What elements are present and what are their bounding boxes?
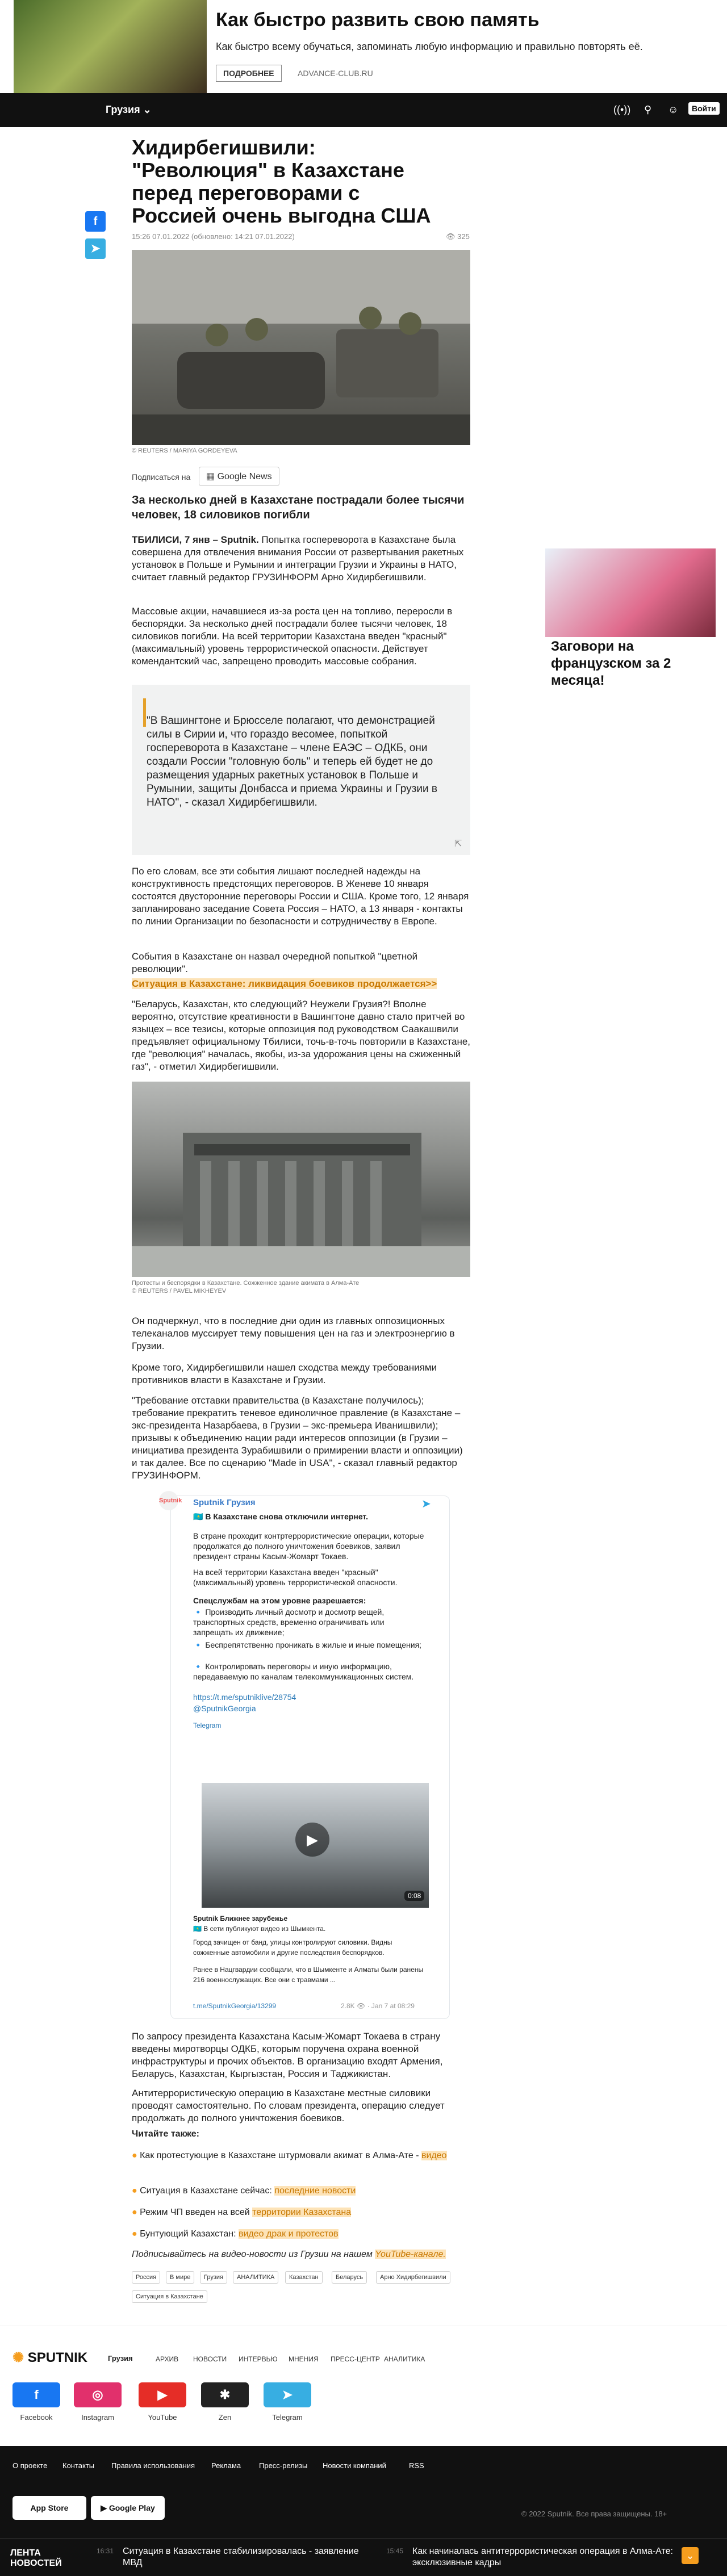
user-icon[interactable]: ☺ [668, 104, 679, 115]
ticker-expand-icon[interactable]: ⌄ [682, 2547, 699, 2564]
footer-nav-analytics[interactable]: АНАЛИТИКА [384, 2355, 425, 2363]
telegram-icon[interactable]: ➤ [421, 1498, 431, 1510]
read-also-title: Читайте также: [132, 2129, 199, 2139]
forwarded-text: Ранее в Нацгвардии сообщали, что в Шымкенте и Алматы были ранены 216 военнослужащих. Все они с травмами ... [193, 1966, 424, 1984]
instagram-icon[interactable]: ◎ [74, 2382, 122, 2407]
footer-nav-press[interactable]: ПРЕСС-ЦЕНТР [331, 2355, 380, 2363]
video-label: Telegram [193, 1721, 222, 1729]
post-text: Спецслужбам на этом уровне разрешается: [193, 1596, 366, 1605]
social-label: Telegram [272, 2413, 303, 2422]
ticker-item[interactable]: Как начиналась антитеррористическая операция в Алма-Ате: эксклюзивные кадры [412, 2546, 673, 2567]
forwarded-channel[interactable]: Sputnik Ближнее зарубежье [193, 1915, 288, 1922]
article-paragraph: "Требование отставки правительства (в Казахстане получилось); требование прекратить теневое единоличное правление (в Казахстане – экс-президента Назарбаева, в Грузии – экс-премьера Иванишвили); призывы к объединению нации ради интересов оппозиции (в Грузии – инициатива президента Зурабишвили о примирении власти и оппозиции) и так далее. Все по сценарию "Made in USA", - сказал главный редактор ГРУЗИНФОРМ. [132, 1395, 463, 1481]
forwarded-text: Город зачищен от банд, улицы контролируют силовики. Видны сожженные автомобили и другие последствия беспорядков. [193, 1938, 392, 1957]
footer-nav-news[interactable]: НОВОСТИ [193, 2355, 227, 2363]
read-also-item[interactable]: ● Ситуация в Казахстане сейчас: последние новости [132, 2186, 356, 2196]
bullet-icon: ● [132, 2151, 140, 2160]
post-permalink[interactable]: t.me/SputnikGeorgia/13299 [193, 2002, 277, 2010]
footer-nav-interview[interactable]: ИНТЕРВЬЮ [239, 2355, 278, 2363]
google-play-button[interactable]: ▶ Google Play [91, 2496, 165, 2520]
eye-icon: 👁 [446, 232, 458, 241]
copyright: © 2022 Sputnik. Все права защищены. 18+ [521, 2510, 667, 2518]
post-headline: 🇰🇿 В Казахстане снова отключили интернет. [193, 1512, 368, 1521]
tag[interactable]: Грузия [200, 2271, 227, 2284]
region-selector[interactable]: Грузия ⌄ [106, 104, 152, 115]
logo-icon: ✺ [12, 2350, 28, 2365]
article-paragraph: По его словам, все эти события лишают последней надежды на конструктивность предстоящих переговоров. В Женеве 10 января состоятся двусторонние переговоры России и США. Кроме того, 12 января запланировано заседание Совета Россия – НАТО, а 13 января - контакты по линии Организации по безопасности и сотрудничеству в Европе. [132, 866, 469, 927]
tag[interactable]: Россия [132, 2271, 160, 2284]
photo-credit: © REUTERS / MARIYA GORDEYEVA [132, 447, 237, 454]
footer-link[interactable]: Пресс-релизы [259, 2461, 308, 2470]
google-news-icon: ▦ [206, 472, 218, 481]
telegram-icon[interactable]: ➤ [264, 2382, 311, 2407]
zen-icon[interactable]: ✱ [201, 2382, 249, 2407]
ticker-time: 15:45 [386, 2547, 404, 2555]
youtube-promo: Подписывайтесь на видео-новости из Грузии на нашем YouTube-канале. [132, 2250, 446, 2259]
bullet-icon: ● [132, 2208, 140, 2217]
tag[interactable]: В мире [166, 2271, 194, 2284]
photo-caption: Протесты и беспорядки в Казахстане. Сожженное здание акимата в Алма-Ате [132, 1280, 360, 1287]
play-icon[interactable]: ▶ [295, 1823, 329, 1857]
article-lead: За несколько дней в Казахстане пострадали более тысячи человек, 18 силовиков погибли [132, 494, 465, 521]
ad-text: Как быстро всему обучаться, запоминать любую информацию и правильно повторять её. [216, 41, 643, 52]
forwarded-headline: 🇰🇿 В сети публикуют видео из Шымкента. [193, 1925, 326, 1933]
footer-link[interactable]: Правила использования [111, 2461, 195, 2470]
post-link[interactable]: https://t.me/sputniklive/28754 [193, 1693, 296, 1702]
ticker-item[interactable]: Ситуация в Казахстане стабилизировалась - заявление МВД [123, 2546, 359, 2567]
article-paragraph: Антитеррористическую операцию в Казахстане местные силовики проводят самостоятельно. По словам президента, операцию следует продолжать до полного уничтожения боевиков. [132, 2088, 445, 2123]
post-text: На всей территории Казахстана введен "красный" (максимальный) уровень террористической опасности. [193, 1568, 398, 1587]
quote-mark-icon [143, 698, 146, 727]
article-paragraph: "Беларусь, Казахстан, кто следующий? Неужели Грузия?! Вполне вероятно, отсутствие креативности в Вашингтоне давно стало притчей во языцех – все тезисы, которые оппозиция под руководством Саакашвили предъявляет официальному Тбилиси, точь-в-точь повторили в Казахстане, где "революция" началась, якобы, из-за удорожания цены на сжиженный газ", - отметил Хидирбегишвили. [132, 999, 471, 1072]
quote-text: "В Вашингтоне и Брюсселе полагают, что демонстрацией силы в Сирии и, что гораздо весомее, попыткой госпереворота в Казахстане – члене ЕАЭС – ОДКБ, они создали России "головную боль" и теперь ей будет не до размещения ударных ракетных установок в Польше и Румынии, защиты Донбасса и приема Украины и Грузии в НАТО", - сказал Хидирбегишвили. [147, 715, 437, 809]
read-also-item[interactable]: ● Режим ЧП введен на всей территории Казахстана [132, 2208, 352, 2217]
post-text: 🔹 Беспрепятственно проникать в жилые и иные помещения; [193, 1640, 422, 1649]
footer-link[interactable]: О проекте [12, 2461, 48, 2470]
post-text: 🔹 Производить личный досмотр и досмотр вещей, транспортных средств, временно ограничивать или запрещать их движение; [193, 1607, 385, 1637]
article-photo [132, 250, 470, 445]
photo-credit: © REUTERS / PAVEL MIKHEYEV [132, 1288, 227, 1295]
sputnik-logo[interactable]: ✺ SPUTNIK [12, 2350, 88, 2365]
footer-link[interactable]: Контакты [62, 2461, 95, 2470]
video-duration: 0:08 [404, 1891, 424, 1901]
article-paragraph: Массовые акции, начавшиеся из-за роста цен на топливо, переросли в беспорядки. За несколько дней пострадали более тысячи человек, 18 силовиков погибли. На всей территории Казахстана введен "красный" (максимальный) уровень террористической опасности. Действует комендантский час, запрещено проводить массовые собрания. [132, 606, 453, 667]
article-paragraph: ТБИЛИСИ, 7 янв – Sputnik. Попытка госпереворота в Казахстане была совершена для отвлечения внимания России от развертывания ракетных установок в Польше и Румынии и интеграции Грузии и Украины в НАТО, считает главный редактор ГРУЗИНФОРМ Арно Хидирбегишвили. [132, 534, 464, 583]
post-text: 🔹 Контролировать переговоры и иную информацию, передаваемую по каналам телекоммуникационных систем. [193, 1662, 414, 1681]
facebook-icon[interactable]: f [12, 2382, 60, 2407]
youtube-icon[interactable]: ▶ [139, 2382, 186, 2407]
ad-title[interactable]: Как быстро развить свою память [216, 9, 540, 31]
search-icon[interactable]: ⚲ [644, 104, 652, 115]
post-mention[interactable]: @SputnikGeorgia [193, 1704, 256, 1713]
subscribe-label: Подписаться на [132, 472, 191, 481]
tag[interactable]: Беларусь [332, 2271, 367, 2284]
news-ticker-title[interactable]: ЛЕНТА НОВОСТЕЙ [10, 2548, 62, 2568]
side-ad-text[interactable]: Заговори на французском за 2 месяца! [551, 639, 671, 688]
footer-link[interactable]: RSS [409, 2461, 424, 2470]
tag[interactable]: Арно Хидирбегишвили [376, 2271, 450, 2284]
ad-site-link[interactable]: ADVANCE-CLUB.RU [298, 69, 373, 78]
bullet-icon: ● [132, 2229, 140, 2239]
bullet-icon: ● [132, 2186, 140, 2196]
social-label: Facebook [20, 2413, 53, 2422]
facebook-share-icon[interactable]: f [85, 211, 106, 232]
photo-soldiers-illustration [132, 250, 470, 445]
article-paragraph: По запросу президента Казахстана Касым-Жомарт Токаева в страну введены миротворцы ОДКБ, которым поручена охрана военной инфраструктуры и прочих объектов. В организацию входят Армения, Беларусь, Казахстан, Кыргызстан, Россия и Таджикистан. [132, 2031, 443, 2079]
article-paragraph: Кроме того, Хидирбегишвили нашел сходства между требованиями противников власти в Казахстане и Грузии. [132, 1362, 437, 1385]
article-paragraph: Он подчеркнул, что в последние дни один из главных оппозиционных телеканалов муссирует тему повышения цен на газ и электроэнергию в Грузии. [132, 1316, 455, 1351]
google-news-button[interactable]: ▦ Google News [199, 467, 279, 486]
channel-name[interactable]: Sputnik Грузия [193, 1498, 256, 1507]
akimat-photo [132, 1082, 470, 1277]
ad-more-button[interactable]: ПОДРОБНЕЕ [216, 65, 282, 82]
youtube-link[interactable]: YouTube-канале. [375, 2250, 446, 2259]
channel-avatar[interactable]: Sputnik [159, 1491, 178, 1510]
photo-building-illustration [132, 1082, 470, 1277]
radio-icon[interactable]: ((•)) [613, 104, 631, 115]
article-paragraph: События в Казахстане он назвал очередной попыткой "цветной революции". [132, 951, 418, 974]
footer-link[interactable]: Реклама [211, 2461, 241, 2470]
views-count: 👁 325 [446, 232, 470, 241]
inline-news-link[interactable]: Ситуация в Казахстане: ликвидация боевиков продолжается>> [132, 978, 437, 989]
footer-nav-archive[interactable]: АРХИВ [156, 2355, 179, 2363]
social-label: Zen [218, 2413, 232, 2422]
tag[interactable]: Казахстан [285, 2271, 323, 2284]
footer-region: Грузия [108, 2354, 133, 2363]
ticker-time: 16:31 [97, 2547, 114, 2555]
tag[interactable]: Ситуация в Казахстане [132, 2290, 207, 2303]
share-quote-icon[interactable]: ⇱ [454, 839, 462, 849]
read-also-item[interactable]: ● Бунтующий Казахстан: видео драк и протестов [132, 2229, 339, 2239]
article-title: Хидирбегишвили: "Революция" в Казахстане перед переговорами с Россией очень выгодна США [132, 136, 431, 227]
footer-nav-opinions[interactable]: МНЕНИЯ [289, 2355, 319, 2363]
post-stats: 2.8K 👁 · Jan 7 at 08:29 [341, 2002, 415, 2010]
tag[interactable]: АНАЛИТИКА [233, 2271, 278, 2284]
side-ad-image[interactable] [545, 548, 716, 637]
footer-link[interactable]: Новости компаний [323, 2461, 386, 2470]
social-label: YouTube [148, 2413, 177, 2422]
app-store-button[interactable]: App Store [12, 2496, 86, 2520]
article-meta: 15:26 07.01.2022 (обновлено: 14:21 07.01.2022) [132, 232, 295, 241]
ad-image[interactable] [14, 0, 207, 93]
telegram-share-icon[interactable]: ➤ [85, 238, 106, 259]
post-text: В стране проходит контртеррористические операции, которые продолжатся до полного уничтожения боевиков, заявил президент страны Касым-Жомарт Токаев. [193, 1531, 424, 1561]
login-button[interactable]: Войти [688, 102, 720, 115]
read-also-item[interactable]: ● Как протестующие в Казахстане штурмовали акимат в Алма-Ате - видео [132, 2151, 447, 2160]
social-label: Instagram [81, 2413, 114, 2422]
